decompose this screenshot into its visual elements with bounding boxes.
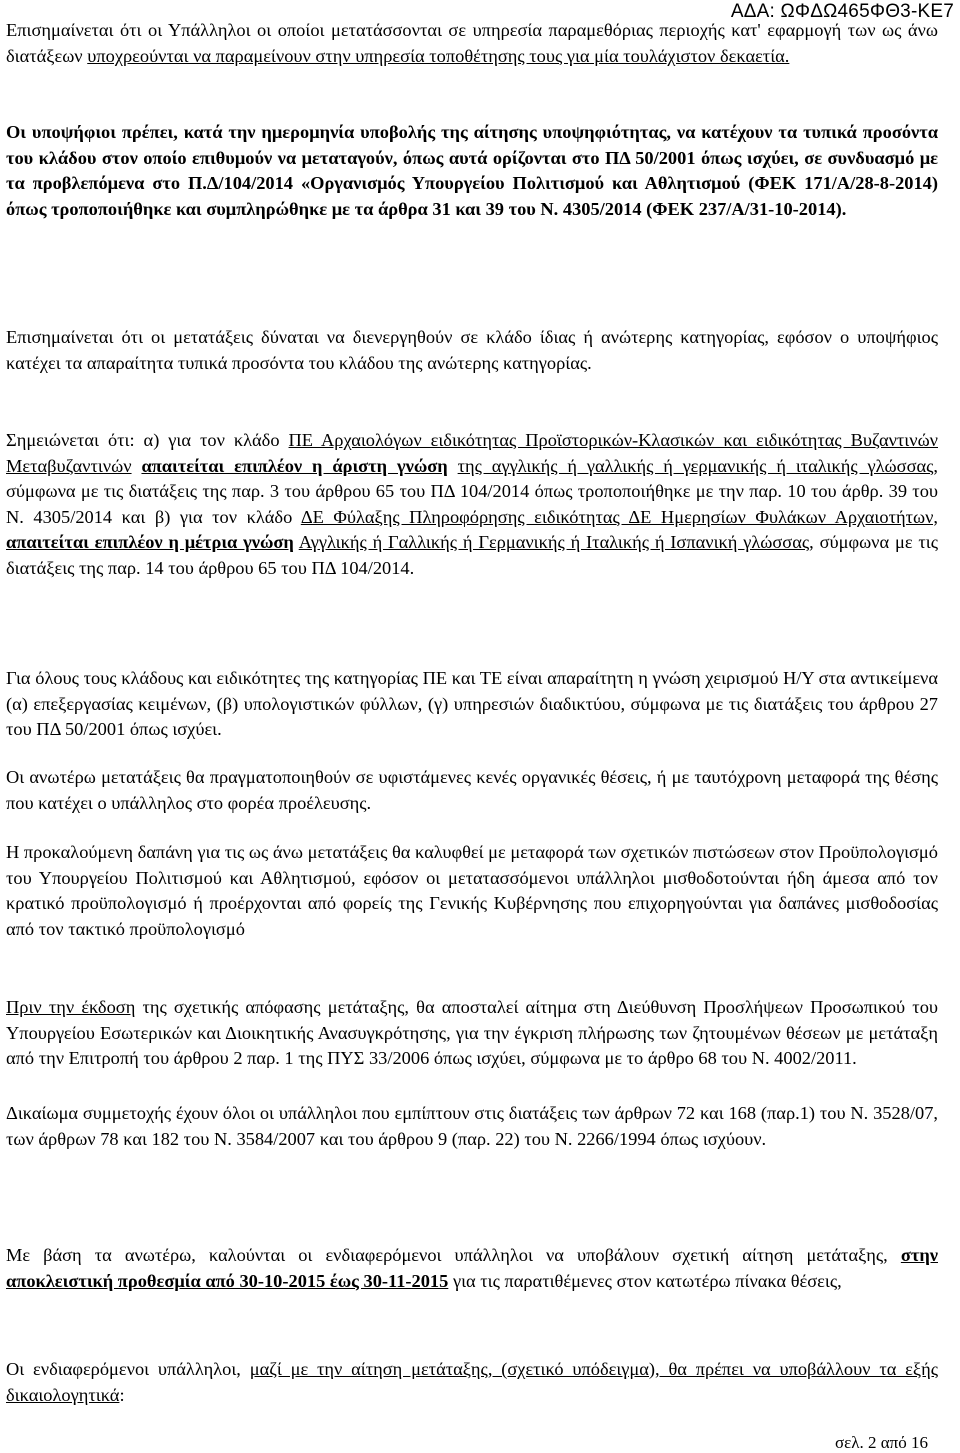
underlined-text: Αγγλικής ή Γαλλικής ή Γερμανικής ή Ιταλικής ή Ισπανική γλώσσας, — [298, 532, 814, 552]
paragraph-expenditure: Η προκαλούμενη δαπάνη για τις ως άνω μετατάξεις θα καλυφθεί με μεταφορά των σχετικών πιστώσεων στον Προϋπολογισμό του Υπουργείου Πολιτισμού και Αθλητισμού, εφόσον οι μετατασσόμενοι υπάλληλοι μισθοδοτούνται ήδη άμεσα από τον κρατικό προϋπολογισμό ή προέρχονται από φορείς της Γενικής Κυβέρνησης που επιχορηγούνται για δαπάνες μισθοδοσίας από τον τακτικό προϋπολογισμό — [6, 842, 938, 939]
page-number: σελ. 2 από 16 — [834, 1433, 928, 1452]
text-run: για τις παρατιθέμενες στον κατωτέρω πίνακα θέσεις, — [452, 1270, 842, 1291]
underlined-text: Πριν την έκδοση — [6, 997, 136, 1017]
text-run: Με βάση τα ανωτέρω, καλούνται οι ενδιαφερόμενοι υπάλληλοι να υποβάλουν σχετική αίτηση μετάταξης, — [6, 1245, 888, 1265]
paragraph-supporting-documents — [6, 1357, 938, 1408]
text-run: Επισημαίνεται ότι οι Υπάλληλοι οι οποίοι μετατάσσονται σε υπηρεσία — [6, 20, 542, 40]
paragraph-language-requirements — [6, 428, 938, 581]
text-run: κατ' εφαρμογή των ως άνω διατάξεων — [6, 20, 938, 66]
underlined-text: υποχρεούνται να παραμείνουν στην υπηρεσία τοποθέτησης τους για μία τουλάχιστον δεκαετία. — [87, 45, 790, 66]
bold-underlined-text: απαιτείται επιπλέον η μέτρια γνώση — [6, 532, 294, 552]
text-run: Σημειώνεται ότι: α) για τον κλάδο — [6, 430, 280, 450]
paragraph-eligibility: Δικαίωμα συμμετοχής έχουν όλοι οι υπάλληλοι που εμπίπτουν στις διατάξεις των άρθρων 72 και 168 (παρ.1) του Ν. 3528/07, των άρθρων 78 και 182 του Ν. 3584/2007 και του άρθρου 9 (παρ. 22) του Ν. 2266/1994 όπως ισχύουν. — [6, 1103, 938, 1149]
paragraph-higher-category: Επισημαίνεται ότι οι μετατάξεις δύναται να διενεργηθούν σε κλάδο ίδιας ή ανώτερης κατηγορίας, εφόσον ο υποψήφιος κατέχει τα απαραίτητα τυπικά προσόντα του κλάδου της ανώτερης κατηγορίας. — [6, 327, 938, 373]
text-run: σύμφωνα με τις διατάξεις της παρ. 3 του άρθρου 65 του ΠΔ 104/2014 όπως τροποποιήθηκε με την παρ. 10 του άρθρ. 39 του Ν. 4305/2014 και β) για τον κλάδο — [6, 481, 938, 527]
text-run: σύμφωνα με τις διατάξεις της παρ. 14 του άρθρου 65 του ΠΔ 104/2014. — [6, 532, 938, 578]
paragraph-qualifications: Οι υποψήφιοι πρέπει, κατά την ημερομηνία υποβολής της αίτησης υποψηφιότητας, να κατέχουν τα τυπικά προσόντα του κλάδου στον οποίο επιθυμούν να μεταταγούν, όπως αυτά ορίζονται στο ΠΔ 50/2001 όπως ισχύει, σε συνδυασμό με τα προβλεπόμενα στο Π.Δ/104/2014 «Οργανισμός Υπουργείου Πολιτισμού και Αθλητισμού (ΦΕΚ 171/Α/28-8-2014) όπως τροποποιήθηκε και συμπληρώθηκε με τα άρθρα 31 και 39 του Ν. 4305/2014 (ΦΕΚ 237/Α/31-10-2014). — [6, 122, 938, 219]
text-run: παραμεθόριας περιοχής — [548, 20, 725, 40]
underlined-text: μαζί με την αίτηση μετάταξης, (σχετικό υπόδειγμα), θα πρέπει να υποβάλλουν τα εξής δικαιολογητικά — [6, 1359, 938, 1405]
underlined-text: ΠΕ Αρχαιολόγων ειδικότητας Προϊστορικών-Κλασικών και ειδικότητας Βυζαντινών Μεταβυζαντινών — [6, 430, 938, 476]
paragraph-application-deadline — [6, 1243, 938, 1294]
text-run: της σχετικής απόφασης μετάταξης, θα αποσταλεί αίτημα στη Διεύθυνση Προσλήψεων Προσωπικού του Υπουργείου Εσωτερικών και Διοικητικής Ανασυγκρότησης, για την έγκριση πλήρωσης των ζητουμένων θέσεων με μετάταξη από την Επιτροπή του άρθρου 2 παρ. 1 της ΠΥΣ 33/2006 όπως ισχύει, σύμφωνα με το άρθρο 68 του Ν. 4002/2011. — [6, 997, 939, 1068]
underlined-text: ΔΕ Φύλαξης Πληροφόρησης ειδικότητας ΔΕ Ημερησίων Φυλάκων Αρχαιοτήτων, — [300, 506, 938, 527]
bold-underlined-text: απαιτείται επιπλέον η άριστη γνώση — [141, 455, 448, 476]
paragraph-computer-skills: Για όλους τους κλάδους και ειδικότητες της κατηγορίας ΠΕ και ΤΕ είναι απαραίτητη η γνώση χειρισμού Η/Υ στα αντικείμενα (α) επεξεργασίας κειμένων, (β) υπολογιστικών φύλλων, (γ) υπηρεσιών διαδικτύου, σύμφωνα με τις διατάξεις του άρθρου 27 του ΠΔ 50/2001 όπως ισχύει. — [6, 668, 938, 739]
ada-code: ΑΔΑ: ΩΦΔΩ465ΦΘ3-ΚΕ7 — [730, 1, 954, 22]
deadline-text: στην αποκλειστική προθεσμία από 30-10-2015 έως 30-11-2015 — [6, 1245, 938, 1291]
paragraph-approval-request — [6, 995, 938, 1072]
text-run: : — [119, 1384, 125, 1405]
text-run: Οι ενδιαφερόμενοι υπάλληλοι, — [6, 1359, 241, 1379]
underlined-text: της αγγλικής ή γαλλικής ή γερμανικής ή ιταλικής γλώσσας, — [457, 455, 938, 476]
paragraph-border-region — [6, 18, 938, 69]
paragraph-vacant-positions: Οι ανωτέρω μετατάξεις θα πραγματοποιηθούν σε υφιστάμενες κενές οργανικές θέσεις, ή με ταυτόχρονη μεταφορά της θέσης που κατέχει ο υπάλληλος στο φορέα προέλευσης. — [6, 767, 938, 813]
